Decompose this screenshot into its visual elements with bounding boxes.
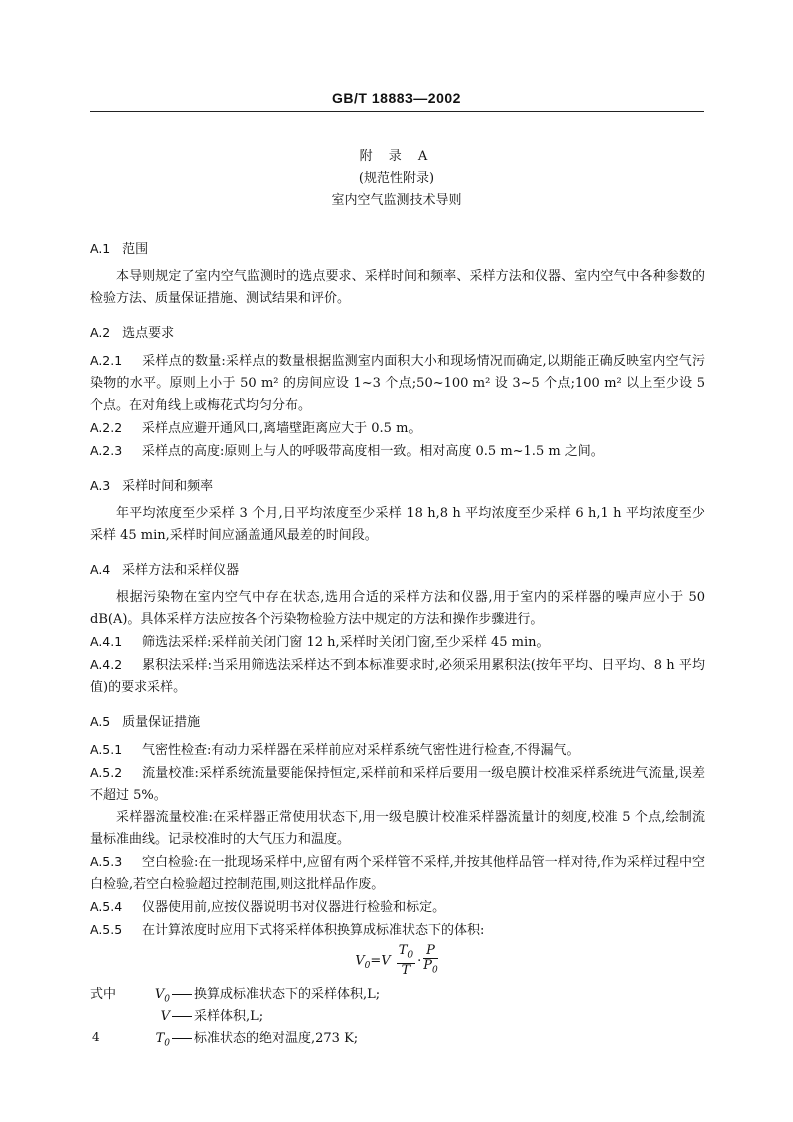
clause-a55: A.5.5 在计算浓度时应用下式将采样体积换算成标准状态下的体积: — [90, 922, 485, 938]
section-a4-text: 根据污染物在室内空气中存在状态,选用合适的采样方法和仪器,用于室内的采样器的噪声应小于 50 dB(A)。具体采样方法应按各个污染物检验方法中规定的方法和操作步骤进行。 — [90, 590, 705, 627]
section-a1-text: 本导则规定了室内空气监测时的选点要求、采样时间和频率、采样方法和仪器、室内空气中各种参数的检验方法、质量保证措施、测试结果和评价。 — [90, 269, 705, 306]
clause-a53: A.5.3 空白检验:在一批现场采样中,应留有两个采样管不采样,并按其他样品管一样对待,作为采样过程中空白检验,若空白检验超过控制范围,则这批样品作废。 — [90, 854, 705, 892]
volume-conversion-formula: $V_0=V$ $\frac{T_0}{T}$ · $\frac{P}{P_0}$ — [355, 943, 438, 978]
section-heading-a5: A.5 质量保证措施 — [90, 714, 201, 730]
document-header: GB/T 18883—2002 — [332, 90, 461, 106]
variable-v: V 采样体积,L; — [160, 1009, 264, 1024]
section-heading-a1: A.1 范围 — [90, 241, 149, 257]
clause-a51: A.5.1 气密性检查:有动力采样器在采样前应对采样系统气密性进行检查,不得漏气。 — [90, 742, 580, 758]
em-dash — [172, 1016, 192, 1017]
clause-a41: A.4.1 筛选法采样:采样前关闭门窗 12 h,采样时关闭门窗,至少采样 45 min。 — [90, 634, 550, 650]
clause-a23: A.2.3 采样点的高度:原则上与人的呼吸带高度相一致。相对高度 0.5 m~1.5 m 之间。 — [90, 443, 604, 459]
clause-a52-calibration: 采样器流量校准:在采样器正常使用状态下,用一级皂膜计校准采样器流量计的刻度,校准 5 个点,绘制流量标准曲线。记录校准时的大气压力和温度。 — [90, 810, 705, 847]
annex-title: 附 录 A — [359, 149, 434, 164]
variable-v0: 式中 $V_0$ 换算成标准状态下的采样体积,L; — [90, 987, 381, 1005]
document-body — [90, 238, 705, 1050]
section-heading-a2: A.2 选点要求 — [90, 325, 175, 341]
annex-title-block — [0, 146, 793, 212]
page-number: 4 — [92, 1030, 100, 1044]
clause-a52: A.5.2 流量校准:采样系统流量要能保持恒定,采样前和采样后要用一级皂膜计校准采样系统进气流量,误差不超过 5%。 — [90, 765, 705, 803]
section-heading-a3: A.3 采样时间和频率 — [90, 478, 214, 494]
em-dash — [172, 994, 192, 995]
clause-a22: A.2.2 采样点应避开通风口,离墙壁距离应大于 0.5 m。 — [90, 420, 422, 436]
variable-t0: $T_0$ 标准状态的绝对温度,273 K; — [155, 1031, 359, 1049]
section-heading-a4: A.4 采样方法和采样仪器 — [90, 562, 240, 578]
pressure-ratio: $\frac{P}{P_0}$ — [423, 943, 438, 976]
section-a3-text: 年平均浓度至少采样 3 个月,日平均浓度至少采样 18 h,8 h 平均浓度至少采样 6 h,1 h 平均浓度至少采样 45 min,采样时间应涵盖通风最差的时间段。 — [90, 506, 705, 543]
annex-name: 室内空气监测技术导则 — [331, 193, 462, 208]
em-dash — [172, 1038, 192, 1039]
clause-a21: A.2.1 采样点的数量:采样点的数量根据监测室内面积大小和现场情况而确定,以期能正确反映室内空气污染物的水平。原则上小于 50 m² 的房间应设 1~3 个点;50~100 m² 设 3~5 个点;100 m² 以上至少设 5 个点。在对角线上或梅花式均匀分布。 — [90, 353, 705, 413]
clause-a54: A.5.4 仪器使用前,应按仪器说明书对仪器进行检验和标定。 — [90, 899, 446, 915]
annex-type: (规范性附录) — [358, 171, 435, 186]
header-rule — [90, 111, 704, 112]
temperature-ratio: $\frac{T_0}{T}$ — [398, 943, 414, 978]
clause-a42: A.4.2 累积法采样:当采用筛选法采样达不到本标准要求时,必须采用累积法(按年平均、日平均、8 h 平均值)的要求采样。 — [90, 657, 705, 695]
